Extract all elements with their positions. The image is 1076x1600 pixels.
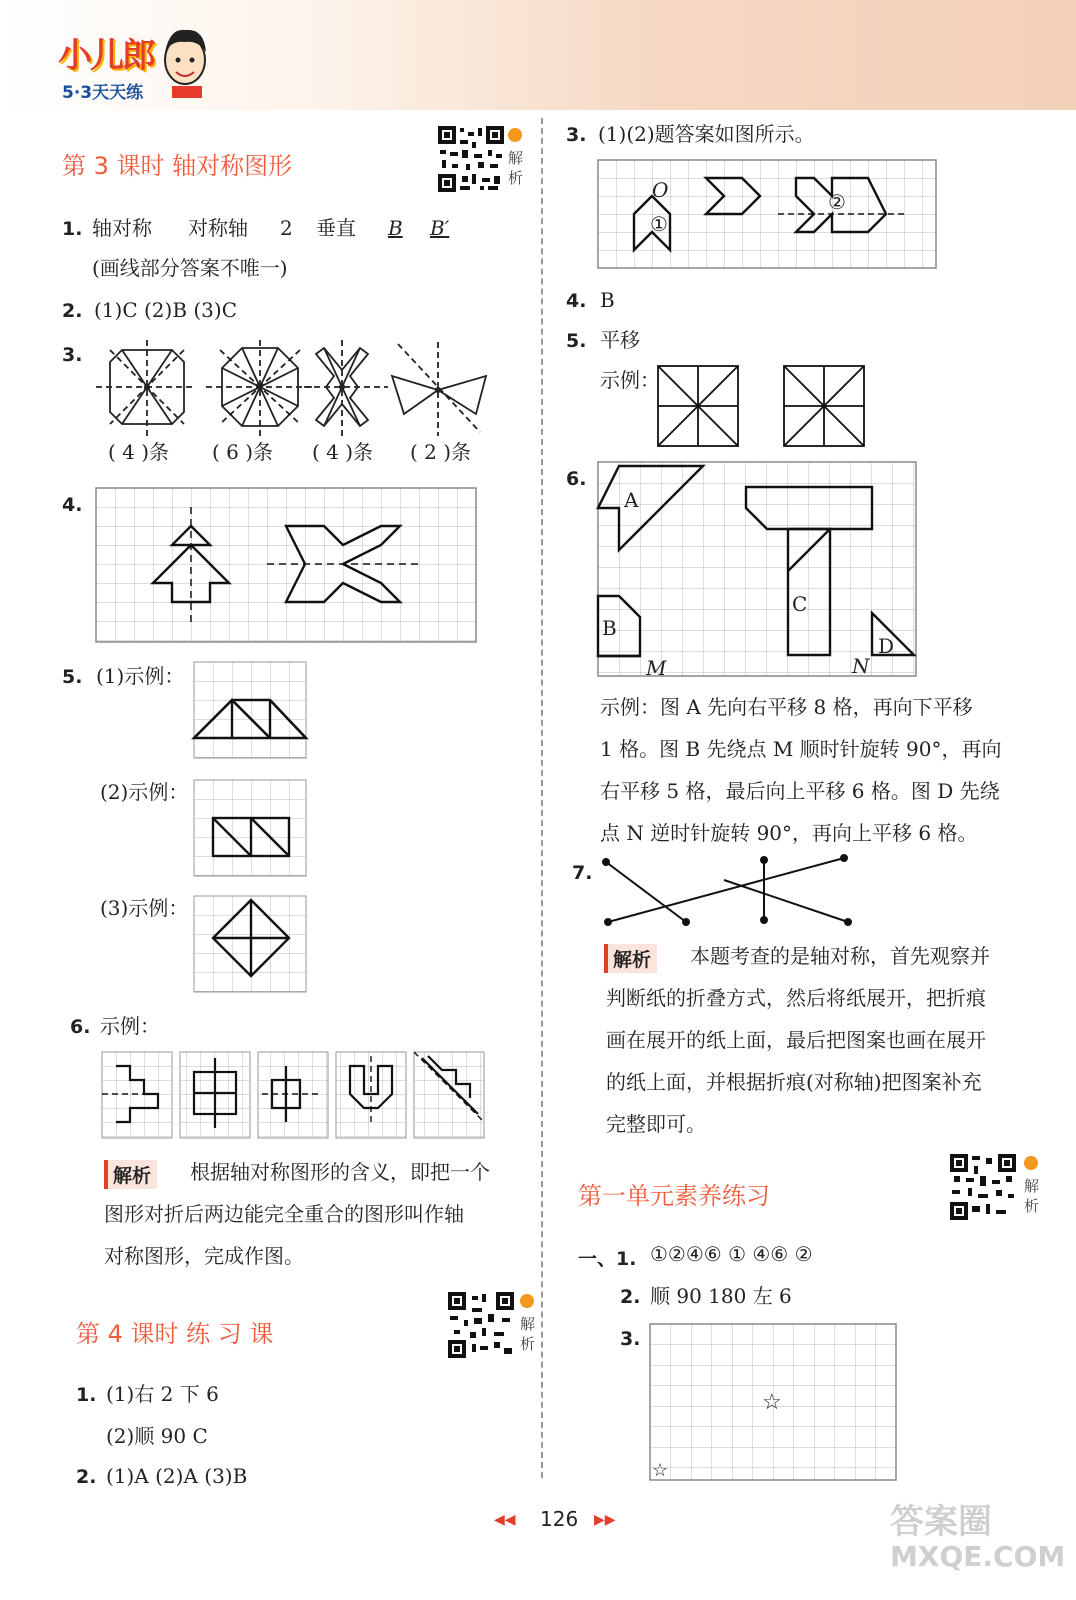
question-number: 5. [62, 666, 83, 688]
answer-text: B′ [430, 216, 450, 240]
grid-figure [598, 160, 938, 270]
question-number: 2. [620, 1286, 641, 1308]
shape-label: ① [650, 212, 668, 236]
lesson3-title: 第 3 课时 轴对称图形 [62, 152, 293, 180]
qr-code-icon[interactable] [438, 126, 504, 192]
answer-paragraph: 示例：图 A 先向右平移 8 格，再向下平移 1 格。图 B 先绕点 M 顺时针旋转 90°，再向 右平移 5 格，最后向上平移 6 格。图 D 先绕 点 N 逆时针旋转 90°，再向上平移 6 格。 [600, 695, 1002, 845]
figure-caption: ( 4 )条 [108, 440, 170, 464]
point-label: N [852, 654, 870, 678]
qr-label: 解析 [520, 1315, 536, 1353]
grid-figure [194, 780, 306, 876]
answer-text: 垂直 [316, 216, 356, 240]
qr-code-icon[interactable] [950, 1154, 1016, 1220]
answer-text: (2)顺 90 C [106, 1424, 208, 1448]
answer-text: 2 [280, 216, 293, 240]
example-label: 示例： [100, 1014, 160, 1038]
answer-text: 顺 90 180 左 6 [650, 1284, 792, 1308]
page-number: 126 [540, 1507, 579, 1531]
question-number: 3. [566, 124, 587, 146]
question-number: 一、1. [578, 1248, 637, 1270]
unit1-title: 第一单元素养练习 [578, 1182, 770, 1210]
answer-text: 轴对称 [92, 216, 152, 240]
analysis-badge: 解析 [104, 1160, 157, 1189]
point-label: M [646, 656, 667, 680]
question-number: 6. [566, 468, 587, 490]
question-number: 4. [62, 494, 83, 516]
grid-figure [194, 662, 306, 758]
question-number: 1. [76, 1384, 97, 1406]
analysis-text: 完整即可。 [606, 1112, 706, 1136]
analysis-text: 画在展开的纸上面，最后把图案也画在展开 [606, 1028, 986, 1052]
answer-text: (1)右 2 下 6 [106, 1382, 219, 1406]
shape-label: ② [828, 190, 846, 214]
qr-label: 解析 [508, 149, 524, 187]
star-icon: ☆ [762, 1390, 782, 1415]
point-label: O [652, 178, 669, 202]
square-figures [658, 366, 868, 448]
mascot-icon [160, 22, 210, 98]
qr-code-icon[interactable] [448, 1292, 514, 1358]
line-figure [600, 852, 860, 932]
figure-caption: ( 4 )条 [312, 440, 374, 464]
question-number: 3. [620, 1328, 641, 1350]
answer-text: B [388, 216, 403, 240]
play-icon [520, 1294, 534, 1308]
answer-text: ①②④⑥ ① ④⑥ ② [650, 1242, 813, 1266]
shape-label: C [792, 592, 808, 616]
question-number: 4. [566, 290, 587, 312]
shape-label: A [624, 488, 639, 512]
example-label: (1)示例： [96, 664, 185, 688]
lesson4-title: 第 4 课时 练 习 课 [76, 1320, 274, 1348]
question-number: 6. [70, 1016, 91, 1038]
figure-caption: ( 6 )条 [212, 440, 274, 464]
answer-text: 对称轴 [188, 216, 248, 240]
analysis-badge: 解析 [604, 944, 657, 973]
next-arrow-icon: ▶▶ [594, 1512, 616, 1528]
answer-text: (1)(2)题答案如图所示。 [598, 122, 815, 146]
play-icon [1024, 1156, 1038, 1170]
watermark-logo: 答案圈 [890, 1502, 992, 1542]
analysis-text: 图形对折后两边能完全重合的图形叫作轴 [104, 1202, 464, 1226]
brand-logo: 小儿郎 [58, 36, 154, 76]
qr-label: 解析 [1024, 1177, 1040, 1215]
column-divider [541, 118, 543, 1478]
analysis-text: 对称图形，完成作图。 [104, 1244, 304, 1268]
analysis-text: 判断纸的折叠方式，然后将纸展开，把折痕 [606, 986, 986, 1010]
answer-text: B [600, 288, 615, 312]
question-number: 5. [566, 330, 587, 352]
prev-arrow-icon: ◀◀ [494, 1512, 516, 1528]
answer-note: (画线部分答案不唯一) [92, 256, 288, 280]
analysis-text: 本题考查的是轴对称，首先观察并 [690, 944, 990, 968]
play-icon [508, 128, 522, 142]
star-icon: ☆ [652, 1460, 669, 1481]
grid-figure-row [102, 1052, 488, 1140]
question-number: 2. [62, 300, 83, 322]
example-label: (2)示例： [100, 780, 189, 804]
symmetry-figures [92, 340, 492, 440]
figure-caption: ( 2 )条 [410, 440, 472, 464]
analysis-text: 的纸上面，并根据折痕(对称轴)把图案补充 [606, 1070, 982, 1094]
watermark-url: MXQE.COM [890, 1540, 1066, 1573]
question-number: 7. [572, 862, 593, 884]
answer-text: (1)A (2)A (3)B [106, 1464, 248, 1488]
question-number: 1. [62, 218, 83, 240]
grid-figure [194, 896, 306, 992]
example-label: (3)示例： [100, 896, 189, 920]
answer-text: (1)C (2)B (3)C [94, 298, 238, 322]
shape-label: D [878, 634, 895, 658]
grid-figure [96, 488, 478, 644]
analysis-text: 根据轴对称图形的含义，即把一个 [190, 1160, 490, 1184]
question-number: 3. [62, 344, 83, 366]
answer-text: 平移 [600, 328, 640, 352]
series-name: 5·3天天练 [62, 83, 144, 103]
shape-label: B [602, 616, 617, 640]
example-label: 示例： [600, 368, 660, 392]
grid-figure [598, 462, 918, 678]
question-number: 2. [76, 1466, 97, 1488]
